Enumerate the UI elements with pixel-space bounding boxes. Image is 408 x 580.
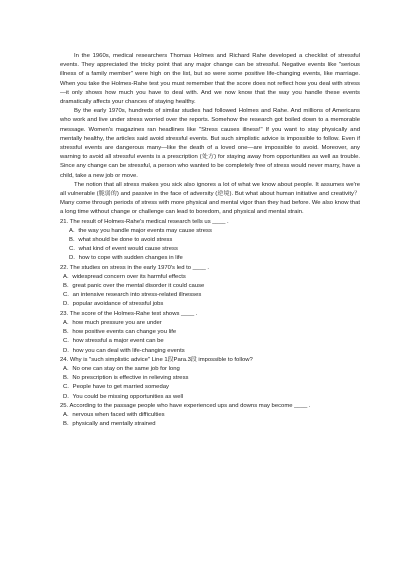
option-letter: C [63, 292, 68, 299]
answer-option[interactable] [60, 273, 360, 282]
option-text: how to cope with sudden changes in life [78, 255, 183, 262]
passage-paragraph: The notion that all stress makes you sick also ignores a lot of what we know about people. It assumes we're all vulnerable (脆弱的) and passive in the face of adversity (逆境). But what about human initiative and creativity？ Many come through periods of stress with more physical and mental vigor than they had before. We also know that a long time without change or challenge can lead to boredom, and physical and mental strain. [60, 181, 360, 216]
option-text: great panic over the mental disorder it could cause [72, 283, 205, 290]
answer-option[interactable] [60, 328, 360, 337]
question-stem: 24. Why is "such simplistic advice" Line 1段Para.3段 impossible to follow? [60, 356, 253, 363]
option-separator: ． [67, 347, 73, 354]
option-letter: C [63, 338, 68, 345]
option-letter: B [63, 329, 67, 336]
question [60, 356, 360, 402]
option-text: People have to get married someday [72, 384, 169, 391]
option-text: No prescription is effective in relieving stress [72, 375, 189, 382]
option-text: how stressful a major event can be [72, 338, 164, 345]
passage-paragraph: In the 1960s, medical researchers Thomas Holmes and Richard Rahe developed a checklist of stressful events. They appreciated the tricky point that any major change can be stressful. Negative events like "serious illness of a family member" were high on the list, but so were some positive life-changing events, like marriage. When you take the Holmes-Rahe test you must remember that the score does not reflect how you deal with stress—it only shows how much you have to deal with. And we now know that the way you handle these events dramatically affects your chances of staying healthy. [60, 53, 360, 106]
question [60, 218, 360, 264]
option-separator: ． [73, 246, 79, 253]
question [60, 264, 360, 310]
answer-option[interactable] [60, 282, 360, 291]
option-separator: ． [66, 375, 73, 382]
option-letter: B [63, 283, 67, 290]
question-stem: 21. The result of Holmes-Rahe's medical research tells us ____ . [60, 218, 229, 225]
option-separator: ． [66, 421, 73, 428]
option-text: what kind of event would cause stress [78, 246, 178, 253]
option-letter: A [63, 411, 67, 418]
option-separator: ． [72, 237, 79, 244]
option-text: the way you handle major events may cause stress [78, 227, 212, 234]
option-letter: D [63, 301, 68, 308]
option-separator: ． [73, 255, 79, 262]
option-text: nervous when faced with difficulties [72, 411, 165, 418]
answer-option[interactable] [60, 374, 360, 383]
option-letter: D [63, 347, 68, 354]
option-separator: ． [67, 338, 73, 345]
option-letter: B [69, 237, 73, 244]
option-separator: ． [66, 319, 73, 326]
option-separator: ． [66, 273, 73, 280]
option-separator: ． [66, 411, 73, 418]
option-separator: ． [72, 227, 79, 234]
option-letter: A [63, 365, 67, 372]
option-letter: B [63, 421, 67, 428]
option-letter: A [63, 319, 67, 326]
option-letter: D [69, 255, 74, 262]
option-text: widespread concern over its harmful effects [72, 273, 186, 280]
option-letter: D [63, 393, 68, 400]
option-letter: A [69, 227, 73, 234]
option-separator: ． [66, 365, 73, 372]
option-letter: C [69, 246, 74, 253]
option-separator: ． [66, 283, 73, 290]
answer-option[interactable] [60, 236, 360, 245]
answer-option[interactable] [60, 393, 360, 402]
answer-option[interactable] [60, 254, 360, 263]
option-separator: ． [67, 393, 73, 400]
option-text: how positive events can change you life [72, 329, 177, 336]
answer-option[interactable] [60, 319, 360, 328]
option-text: No one can stay on the same job for long [72, 365, 180, 372]
option-separator: ． [67, 301, 73, 308]
question [60, 310, 360, 356]
reading-passage [60, 52, 360, 218]
question-list [60, 218, 360, 430]
option-text: You could be missing opportunities as well [72, 393, 184, 400]
option-separator: ． [67, 292, 73, 299]
option-letter: B [63, 375, 67, 382]
answer-option[interactable] [60, 300, 360, 309]
option-letter: C [63, 384, 68, 391]
option-text: physically and mentally strained [72, 421, 156, 428]
question [60, 402, 360, 430]
option-separator: ． [66, 329, 73, 336]
question-stem: 23. The score of the Holmes-Rahe test shows ____ . [60, 310, 198, 317]
option-text: what should be done to avoid stress [78, 237, 173, 244]
option-letter: A [63, 273, 67, 280]
option-text: how you can deal with life-changing events [72, 347, 185, 354]
answer-option[interactable] [60, 411, 360, 420]
option-text: an intensive research into stress-related illnesses [72, 292, 202, 299]
question-stem: 25. According to the passage people who have experienced ups and downs may become ____ . [60, 402, 311, 409]
option-text: how much pressure you are under [72, 319, 162, 326]
option-text: popular avoidance of stressful jobs [72, 301, 164, 308]
answer-option[interactable] [60, 227, 360, 236]
answer-option[interactable] [60, 337, 360, 346]
option-separator: ． [67, 384, 73, 391]
answer-option[interactable] [60, 347, 360, 356]
answer-option[interactable] [60, 383, 360, 392]
answer-option[interactable] [60, 420, 360, 429]
answer-option[interactable] [60, 365, 360, 374]
answer-option[interactable] [60, 245, 360, 254]
answer-option[interactable] [60, 291, 360, 300]
passage-paragraph: By the early 1970s, hundreds of similar studies had followed Holmes and Rahe. And millions of Americans who work and live under stress worried over the reports. Somehow the research got boiled down to a memorable message. Women's magazines ran headlines like "Stress causes illness!" If you want to stay physically and mentally healthy, the articles said avoid stressful events. But such simplistic advice is impossible to follow. Even if stressful events are dangerous many—like the death of a loved one—are impossible to avoid. Moreover, any warning to avoid all stressful events is a prescription (处方) for staying away from opportunities as well as trouble. Since any change can be stressful, a person who wanted to be completely free of stress would never marry, have a child, take a new job or move. [60, 108, 360, 179]
question-stem: 22. The studies on stress in the early 1970's led to ____ . [60, 264, 210, 271]
